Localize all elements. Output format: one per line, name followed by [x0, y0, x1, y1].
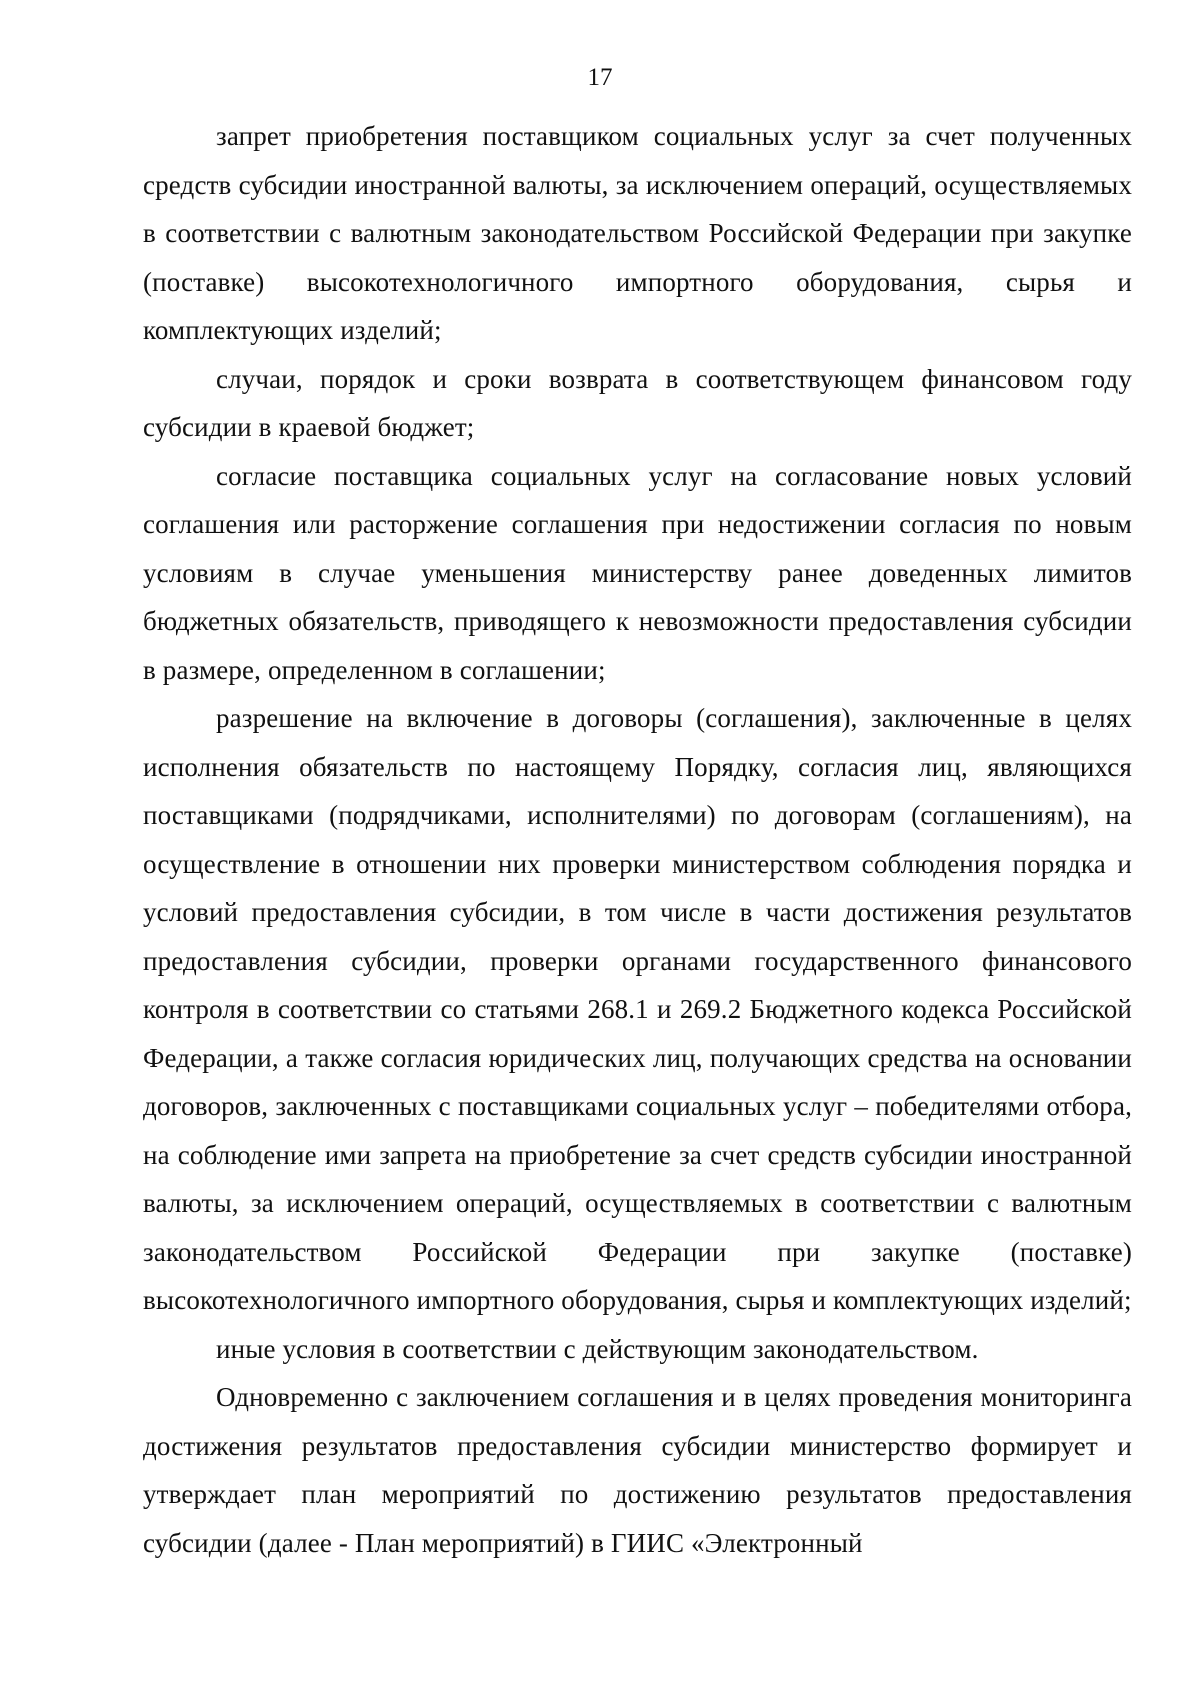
paragraph-refund-cases: случаи, порядок и сроки возврата в соответствующем финансовом году субсидии в краевой бюджет;	[143, 363, 1132, 442]
paragraph-supplier-consent: согласие поставщика социальных услуг на согласование новых условий соглашения или расторжение соглашения при недостижении согласия по новым условиям в случае уменьшения министерству ранее доведенных лимитов бюджетных обязательств, приводящего к невозможности предоставления субсидии в размере, определенном в соглашении;	[143, 460, 1132, 685]
paragraph-monitoring-plan: Одновременно с заключением соглашения и в целях проведения мониторинга достижения результатов предоставления субсидии министерство формирует и утверждает план мероприятий по достижению результатов предоставления субсидии (далее - План мероприятий) в ГИИС «Электронный	[143, 1382, 1132, 1558]
page-number: 17	[587, 64, 613, 91]
paragraph-other-conditions: иные условия в соответствии с действующим законодательством.	[216, 1333, 979, 1364]
paragraph-currency-ban: запрет приобретения поставщиком социальных услуг за счет полученных средств субсидии иностранной валюты, за исключением операций, осуществляемых в соответствии с валютным законодательством Российской Федерации при закупке (поставке) высокотехнологичного импортного оборудования, сырья и комплектующих изделий;	[143, 121, 1132, 345]
paragraph-inspection-permission: разрешение на включение в договоры (соглашения), заключенные в целях исполнения обязательств по настоящему Порядку, согласия лиц, являющихся поставщиками (подрядчиками, исполнителями) по договорам (соглашениям), на осуществление в отношении них проверки министерством соблюдения порядка и условий предоставления субсидии, в том числе в части достижения результатов предоставления субсидии, проверки органами государственного финансового контроля в соответствии со статьями 268.1 и 269.2 Бюджетного кодекса Российской Федерации, а также согласия юридических лиц, получающих средства на основании договоров, заключенных с поставщиками социальных услуг – победителями отбора, на соблюдение ими запрета на приобретение за счет средств субсидии иностранной валюты, за исключением операций, осуществляемых в соответствии с валютным законодательством Российской Федерации при закупке (поставке) высокотехнологичного импортного оборудования, сырья и комплектующих изделий;	[143, 703, 1132, 1315]
document-body	[143, 112, 1132, 1567]
